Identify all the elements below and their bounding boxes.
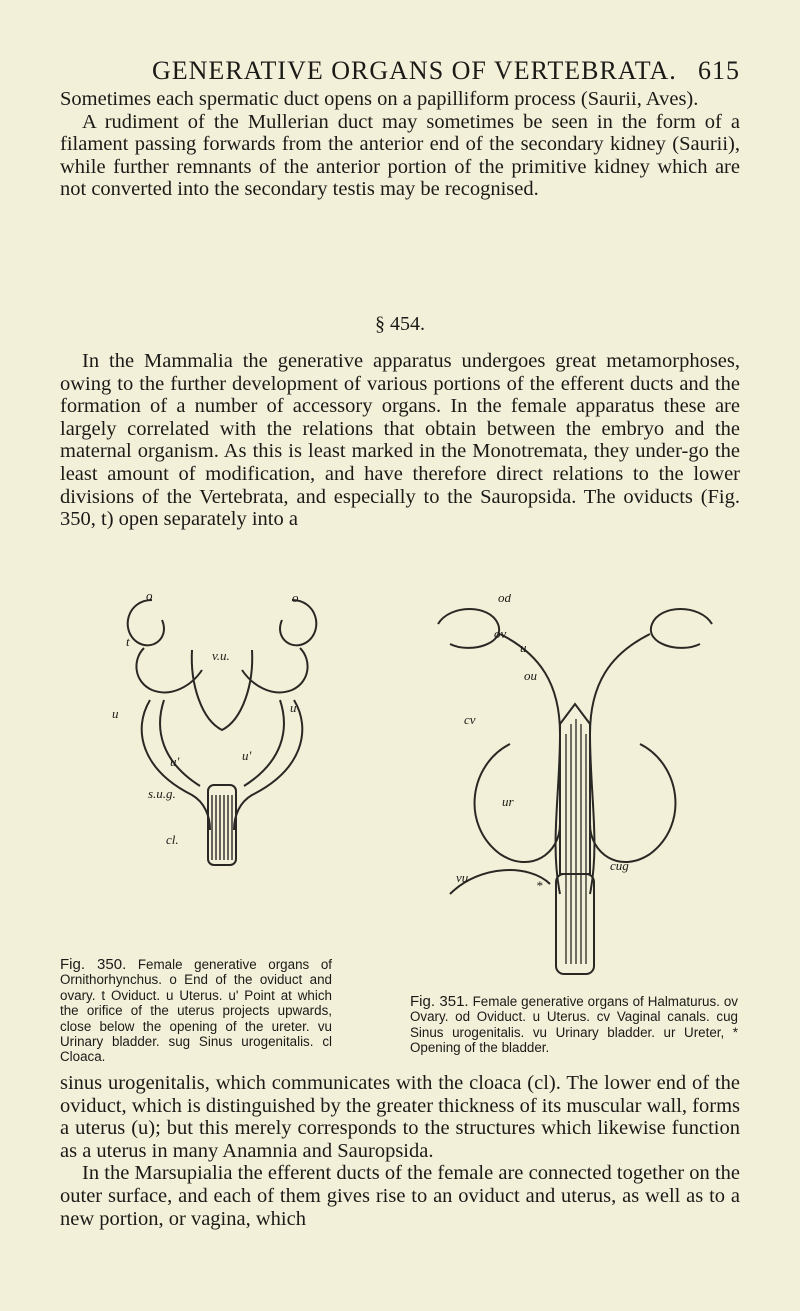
fig350-label: u' [170, 754, 180, 769]
fig350-label: u [290, 700, 297, 715]
fig351-label: vu [456, 870, 469, 885]
fig350-label: u' [242, 748, 252, 763]
left-vaginal-canal [475, 744, 560, 862]
figure-350-drawing [92, 590, 352, 880]
figure-350-caption [60, 957, 332, 1065]
section-number: § 454. [375, 313, 425, 335]
running-title: GENERATIVE ORGANS OF VERTEBRATA. [152, 56, 677, 85]
figure-351-number: Fig. 351. [410, 993, 469, 1010]
fig350-label: v.u. [212, 648, 230, 663]
text-block-top [60, 88, 740, 201]
right-uterus-outline [590, 634, 650, 894]
figure-351-caption-text: Female generative organs of Halmaturus. ov Ovary. od Oviduct. u Uterus. cv Vaginal canals. cug Sinus urogenitalis. vu Urinary bladder. ur Ureter, * Opening of the bladder. [410, 994, 738, 1056]
fig350-label: t [126, 634, 130, 649]
right-uterus-inner [244, 700, 284, 786]
fig350-label: s.u.g. [148, 786, 176, 801]
text-block-mid [60, 350, 740, 531]
right-ovary-outline [280, 600, 316, 645]
figure-350-illustration [92, 590, 352, 880]
fig351-label: od [498, 594, 511, 605]
sinus-urogenitalis [556, 874, 594, 974]
fig350-label: u [112, 706, 119, 721]
figure-350-caption-text: Female generative organs of Ornithorhynchus. o End of the oviduct and ovary. t Oviduct. u Uterus. u' Point at which the orifice of the uterus projects upwards, close below the opening of the ureter. vu Urinary bladder. sug Sinus urogenitalis. cl Cloaca. [60, 957, 332, 1065]
page-number: 615 [698, 56, 740, 85]
fig350-label: o [292, 590, 299, 605]
paragraph: Sometimes each spermatic duct opens on a papilliform process (Saurii, Aves). [60, 88, 699, 110]
fig351-label: ou [524, 668, 537, 683]
left-ovary-outline [438, 609, 499, 648]
paragraph: A rudiment of the Mullerian duct may sometimes be seen in the form of a filament passing forwards from the anterior end of the secondary kidney (Saurii), while further remnants of the anterior portion of the primitive kidney which are not converted into the secondary testis may be recognised. [60, 110, 740, 201]
left-ovary-outline [128, 600, 164, 645]
figure-351-drawing [410, 594, 740, 994]
fig351-label: cug [610, 858, 629, 873]
fig351-label: ov [494, 626, 507, 641]
fig351-label: * [536, 878, 543, 893]
paragraph: In the Marsupialia the efferent ducts of the female are connected together on the outer surface, and each of them gives rise to an oviduct and uterus, as well as to a new portion, or vagina, which [60, 1162, 740, 1230]
fig351-label: cv [464, 712, 476, 727]
fig351-label: ur [502, 794, 514, 809]
paragraph: sinus urogenitalis, which communicates with the cloaca (cl). The lower end of the oviduct, which is distinguished by the greater thickness of its muscular wall, forms a uterus (u); but this merely corresponds to the structures which likewise function as a uterus in many Anamnia and Sauropsida. [60, 1072, 740, 1162]
fig350-label: cl. [166, 832, 179, 847]
running-header [60, 56, 740, 86]
paragraph: In the Mammalia the generative apparatus undergoes great metamorphoses, owing to the further development of various portions of the efferent ducts and the formation of a number of accessory organs. In the female apparatus these are largely correlated with the relations that obtain between the embryo and the maternal organism. As this is least marked in the Monotremata, they under-go the least amount of modification, and have therefore direct relations to the lower divisions of the Vertebrata, and especially to the Sauropsida. The oviducts (Fig. 350, t) open separately into a [60, 350, 740, 531]
figure-351-caption [410, 994, 738, 1056]
left-uterus-inner [160, 700, 200, 786]
figure-350-number: Fig. 350. [60, 956, 127, 973]
text-block-bottom [60, 1072, 740, 1230]
right-vaginal-canal [590, 744, 675, 862]
figure-351-illustration [410, 594, 740, 994]
fig351-label: u [520, 640, 527, 655]
fig350-label: o [146, 590, 153, 603]
right-ovary-outline [651, 609, 712, 648]
